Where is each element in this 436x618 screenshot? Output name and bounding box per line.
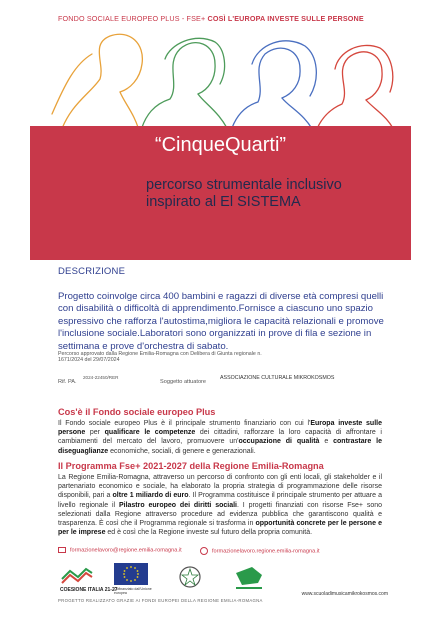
- approval-line-2: 1671/2024 del 29/07/2024: [58, 357, 120, 364]
- funder-slogan: COSÌ L'EUROPA INVESTE SULLE PERSONE: [207, 14, 364, 23]
- approval-note: [58, 351, 308, 364]
- bold-run: occupazione di qualità: [238, 438, 320, 446]
- text-run: e: [319, 438, 334, 446]
- globe-icon: [200, 547, 208, 555]
- eu-stars-icon: [114, 563, 148, 585]
- text-run: ed è così che la Regione investe sul futuro della propria comunità.: [105, 529, 313, 537]
- email-contact[interactable]: [58, 547, 182, 553]
- eu-cofinanced-text: Cofinanziato dall'Unione europea: [114, 587, 152, 595]
- emilia-romagna-logo: [232, 563, 266, 593]
- italian-republic-emblem: [178, 563, 202, 593]
- mikrokosmos-website[interactable]: www.scuoladimusicamikrokosmos.com: [301, 591, 388, 597]
- bold-run: Pilastro europeo dei diritti sociali: [118, 501, 238, 509]
- description-body: Progetto coinvolge circa 400 bambini e ragazzi di diverse età compresi quelli con disabilità o difficoltà di apprendimento.Fornisce a ciascuno uno spazio espressivo che rafforza l'autostima,migliora le capacità relazionali e promove l'inclusione sociale.Laboratori sono organizzati in prove di fila e sezione in settimana e prove d'orchestra di sabato.: [58, 291, 384, 352]
- funder-line: FONDO SOCIALE EUROPEO PLUS - FSE+: [58, 14, 206, 23]
- bold-run: opportunità concrete per le persone e per le imprese: [58, 520, 382, 537]
- text-run: economiche, sociali, di genere e generazionali.: [108, 447, 256, 455]
- bold-run: contrastare le diseguaglianze: [58, 438, 382, 455]
- programma-section-title: Il Programma Fse+ 2021-2027 della Regione Emilia-Romagna: [58, 461, 324, 471]
- regione-site-link[interactable]: formazionelavoro.regione.emilia-romagna.it: [212, 548, 320, 555]
- bold-run: qualificare le competenze: [104, 429, 196, 437]
- rif-value: 2024-22450/RER: [83, 375, 119, 380]
- approval-line-1: Percorso approvato dalla Regione Emilia-Romagna con Delibera di Giunta regionale n.: [58, 351, 262, 357]
- programma-section: [58, 461, 382, 537]
- text-run: . Il Programma costituisce il principale strumento per attuare a livello regionale il: [58, 492, 382, 509]
- programma-section-body: [58, 473, 382, 537]
- web-contact[interactable]: [200, 547, 320, 555]
- text-run: . I progetti finanziati con risorse Fse+ sono selezionati dalla Regione attraverso procedure ad evidenza pubblica che garantiscono qualità e trasparenza. È così che il Programma regionale si trasforma in: [58, 501, 382, 528]
- coesione-italia-logo: [58, 563, 118, 597]
- bold-run: Europa investe sulle persone: [58, 420, 382, 437]
- subtitle-line-2: inspirato al El SISTEMA: [146, 194, 301, 210]
- description-section: [58, 266, 388, 353]
- text-run: Il Fondo sociale europeo Plus è il principale strumento finanziario con cui l': [58, 420, 311, 427]
- fse-section-title: Cos'è il Fondo sociale europeo Plus: [58, 407, 216, 417]
- subtitle-line-1: percorso strumentale inclusivo: [146, 177, 342, 193]
- project-subtitle: [146, 177, 342, 211]
- envelope-icon: [58, 547, 66, 553]
- bold-run: oltre 1 miliardo di euro: [112, 492, 189, 500]
- description-label: DESCRIZIONE: [58, 266, 126, 277]
- project-title: “CinqueQuarti”: [154, 134, 287, 156]
- rif-label: Rif. PA.: [58, 379, 77, 385]
- fse-section: [58, 407, 382, 456]
- soggetto-label: Soggetto attuatore: [160, 379, 207, 385]
- hero-band: [30, 126, 411, 260]
- text-run: dei cittadini, rafforzare la loro capacità di affrontare i cambiamenti del mercato del lavoro, promuovere un': [58, 429, 382, 446]
- text-run: per: [85, 429, 105, 437]
- eu-flag-logo: [114, 563, 148, 585]
- faces-illustration: [30, 24, 410, 140]
- coesione-logo-text: COESIONE ITALIA 21-27: [60, 587, 118, 593]
- soggetto-value: ASSOCIAZIONE CULTURALE MIKROKOSMOS: [220, 375, 335, 381]
- fse-section-body: [58, 419, 382, 456]
- footer-note: PROGETTO REALIZZATO GRAZIE AI FONDI EUROPEI DELLA REGIONE EMILIA-ROMAGNA: [58, 598, 263, 603]
- email-link[interactable]: formazionelavoro@regione.emilia-romagna.it: [70, 547, 182, 554]
- funder-header: [58, 14, 364, 23]
- text-run: La Regione Emilia-Romagna, attraverso un percorso di confronto con gli enti locali, gli stakeholder e il partenariato economico e sociale, ha elaborato la propria strategia di programmazione delle risorse disponibili, pari a: [58, 474, 382, 500]
